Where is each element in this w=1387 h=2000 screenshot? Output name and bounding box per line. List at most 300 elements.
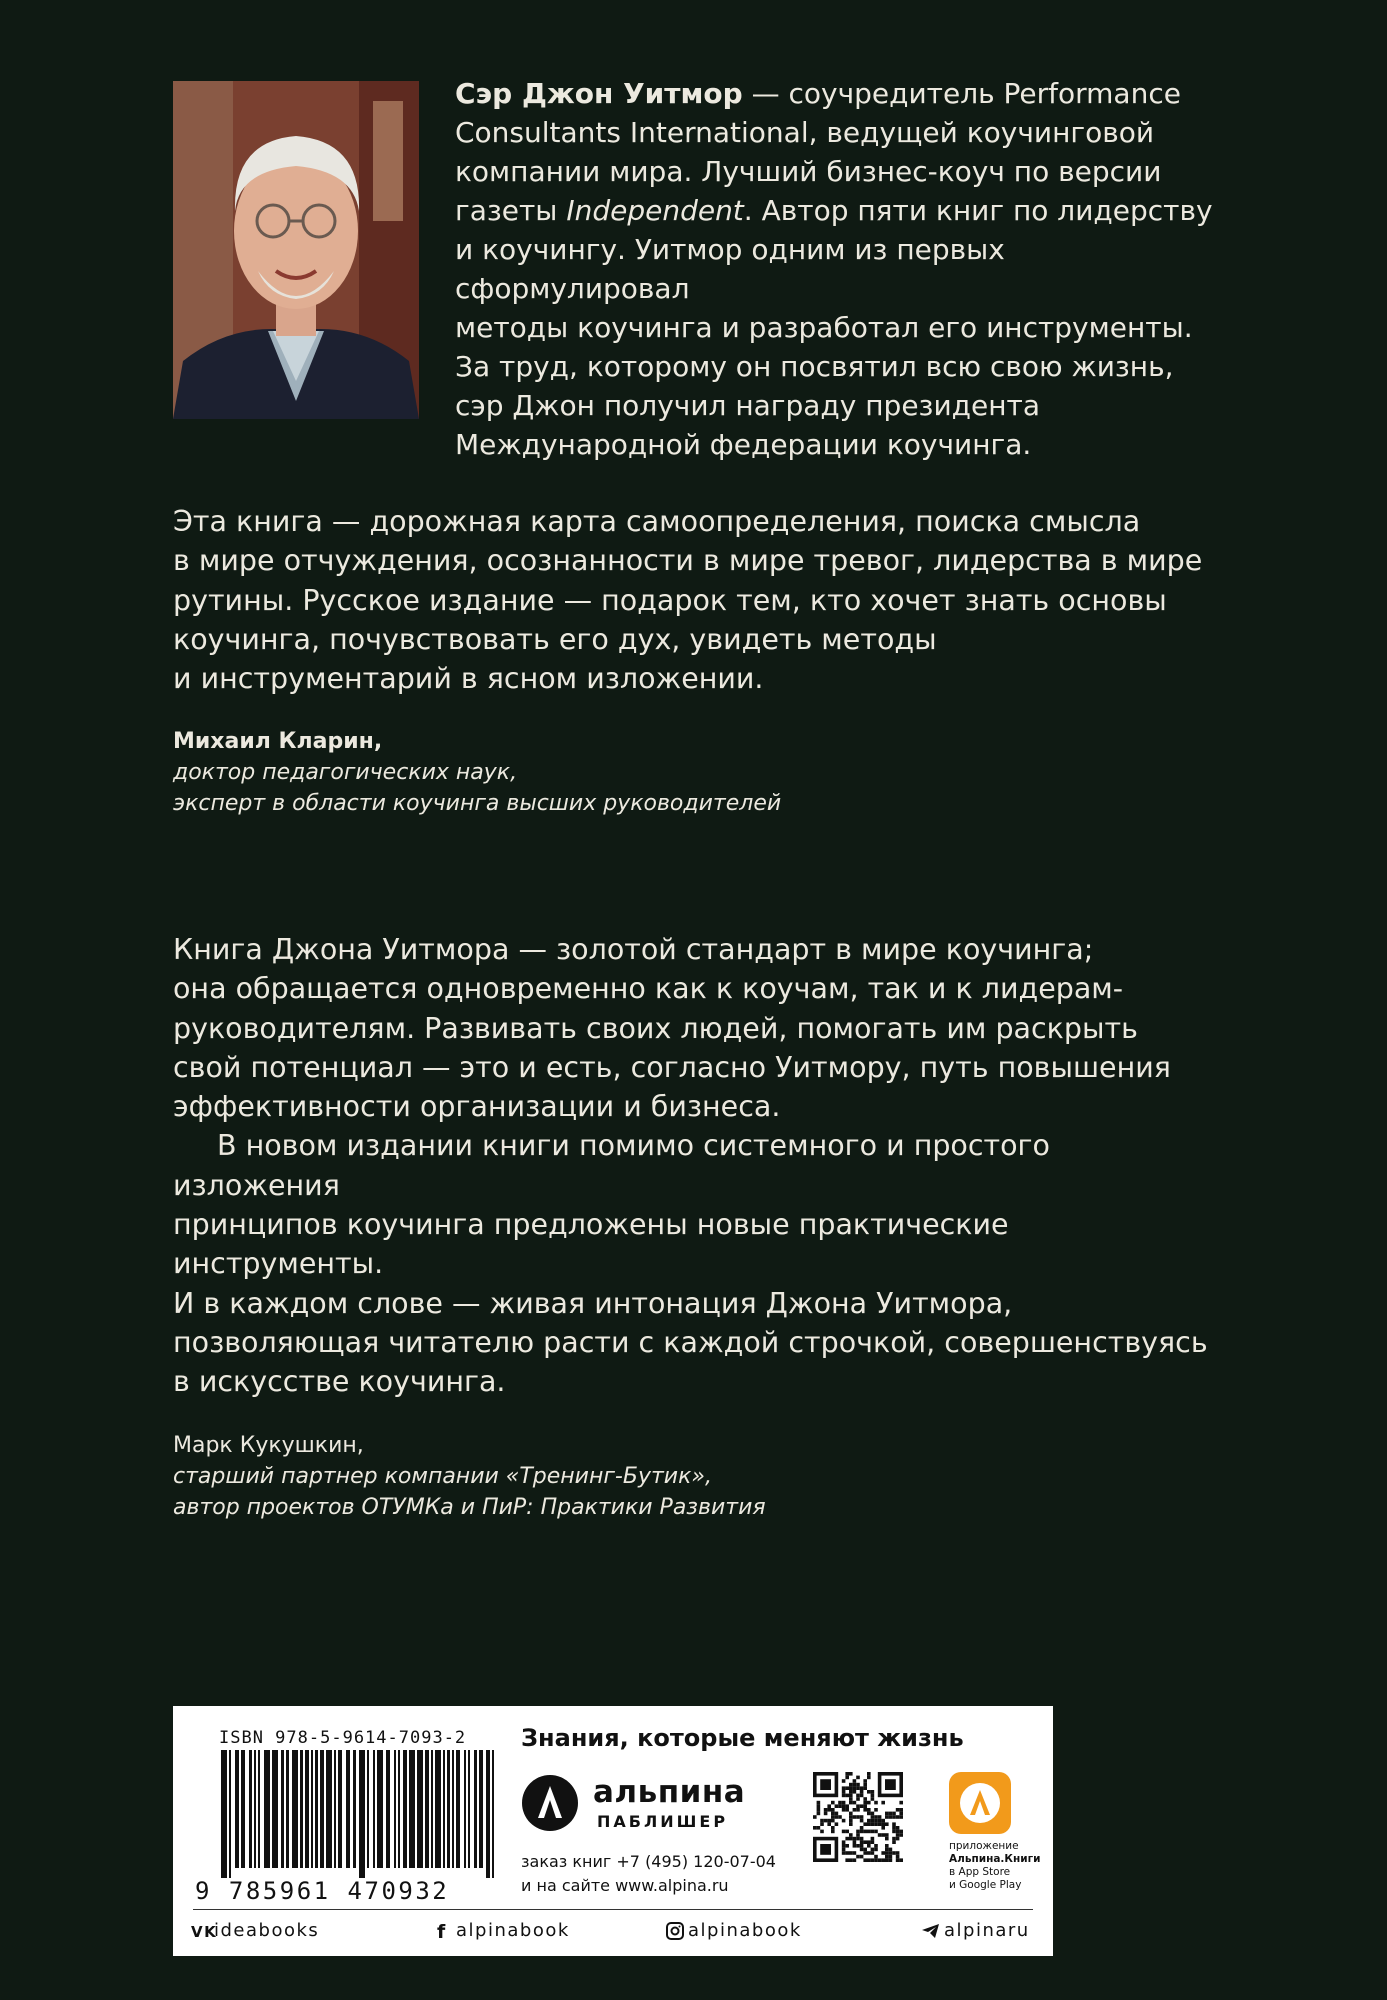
qr-module (853, 1786, 857, 1790)
qr-module (889, 1815, 893, 1819)
qr-module (885, 1844, 889, 1848)
qr-module (899, 1830, 903, 1834)
barcode-bar (447, 1750, 450, 1868)
qr-module (853, 1858, 857, 1862)
author-bio (455, 74, 1215, 464)
barcode-bar (249, 1750, 252, 1868)
isbn-barcode (195, 1728, 505, 1905)
band-divider (193, 1909, 1033, 1910)
barcode-bar (300, 1750, 303, 1868)
qr-module (860, 1819, 864, 1823)
qr-module (867, 1858, 871, 1862)
review-klarin (173, 502, 1223, 819)
qr-module (842, 1830, 846, 1834)
qr-module (831, 1815, 835, 1819)
social-facebook[interactable] (433, 1920, 570, 1941)
barcode-bar (394, 1750, 396, 1868)
review-author-role: эксперт в области коучинга высших руководителей (173, 791, 782, 817)
qr-module (860, 1804, 864, 1808)
qr-module (863, 1801, 867, 1805)
review-line: принципов коучинга предложены новые практические инструменты. (173, 1208, 1009, 1281)
barcode-bar (417, 1750, 423, 1868)
qr-module (863, 1851, 867, 1855)
qr-module (885, 1855, 889, 1859)
bio-newspaper-name: Independent (566, 194, 744, 227)
qr-module (899, 1858, 903, 1862)
qr-module (860, 1844, 864, 1848)
qr-module (849, 1858, 853, 1862)
social-instagram[interactable] (665, 1920, 802, 1941)
svg-text:VK: VK (191, 1922, 218, 1941)
qr-module (849, 1786, 853, 1790)
review-line: Эта книга — дорожная карта самоопределения, поиска смысла (173, 505, 1141, 538)
qr-module (896, 1851, 900, 1855)
qr-module (853, 1801, 857, 1805)
social-vk[interactable] (191, 1920, 319, 1941)
qr-module (899, 1808, 903, 1812)
qr-module (845, 1794, 849, 1798)
barcode-bar (443, 1750, 445, 1868)
isbn-number: ISBN 978-5-9614-7093-2 (219, 1728, 467, 1748)
qr-module (856, 1776, 860, 1780)
qr-module (849, 1851, 853, 1855)
qr-module (885, 1851, 889, 1855)
author-name: Сэр Джон Уитмор (455, 77, 743, 110)
qr-module (853, 1815, 857, 1819)
qr-module (860, 1786, 864, 1790)
qr-module (842, 1779, 846, 1783)
qr-module (838, 1801, 842, 1805)
qr-module (867, 1830, 871, 1834)
review-text (173, 930, 1223, 1126)
qr-module (867, 1812, 871, 1816)
qr-module (885, 1779, 896, 1790)
qr-module (863, 1783, 867, 1787)
qr-module (867, 1776, 871, 1780)
order-site[interactable]: и на сайте www.alpina.ru (521, 1876, 729, 1895)
qr-module (860, 1837, 864, 1841)
review-author: Михаил Кларин, (173, 729, 383, 755)
telegram-icon (921, 1921, 941, 1941)
qr-module (889, 1855, 893, 1859)
qr-module (899, 1801, 903, 1805)
qr-module (856, 1797, 860, 1801)
barcode-bar (264, 1750, 270, 1868)
qr-module (820, 1779, 831, 1790)
review-line: Книга Джона Уитмора — золотой стандарт в мире коучинга; (173, 933, 1094, 966)
qr-module (845, 1786, 849, 1790)
barcode-bar (258, 1750, 260, 1868)
qr-module (874, 1815, 878, 1819)
qr-module (827, 1804, 831, 1808)
qr-module (874, 1855, 878, 1859)
qr-module (856, 1833, 860, 1837)
qr-module (871, 1812, 875, 1816)
qr-module (881, 1819, 885, 1823)
qr-module (835, 1822, 839, 1826)
order-phone: заказ книг +7 (495) 120-07-04 (521, 1852, 776, 1871)
qr-module (853, 1837, 857, 1841)
qr-module (856, 1794, 860, 1798)
barcode-bar (305, 1750, 309, 1868)
qr-module (863, 1830, 867, 1834)
qr-module (845, 1804, 849, 1808)
qr-module (860, 1794, 864, 1798)
qr-module (856, 1830, 860, 1834)
qr-module (860, 1830, 864, 1834)
qr-module (878, 1833, 882, 1837)
barcode-bar (474, 1750, 477, 1868)
qr-module (874, 1858, 878, 1862)
bio-line: Consultants International, ведущей коучинговой (455, 116, 1155, 149)
qr-module (849, 1772, 853, 1776)
instagram-icon (665, 1921, 685, 1941)
qr-module (881, 1833, 885, 1837)
author-photo (173, 81, 419, 419)
barcode-bar (320, 1750, 324, 1868)
qr-module (871, 1830, 875, 1834)
qr-module (856, 1815, 860, 1819)
qr-module (831, 1819, 835, 1823)
social-label: ideabooks (214, 1920, 320, 1941)
facebook-icon (433, 1921, 453, 1941)
qr-module (856, 1855, 860, 1859)
barcode-bar (431, 1750, 433, 1868)
qr-module (885, 1858, 889, 1862)
qr-module (827, 1808, 831, 1812)
qr-module (845, 1830, 849, 1834)
review-line: в искусстве коучинга. (173, 1365, 506, 1399)
qr-module (899, 1812, 903, 1816)
barcode-bar (425, 1750, 429, 1868)
qr-module (856, 1837, 860, 1841)
qr-module (863, 1840, 867, 1844)
barcode-bar (403, 1750, 407, 1868)
barcode-bar (254, 1750, 256, 1868)
qr-module (867, 1844, 871, 1848)
qr-module (867, 1790, 871, 1794)
qr-module (863, 1779, 867, 1783)
qr-module (899, 1833, 903, 1837)
qr-module (856, 1844, 860, 1848)
qr-module (817, 1808, 821, 1812)
qr-module (892, 1815, 896, 1819)
qr-module (842, 1790, 846, 1794)
barcode-bar (338, 1750, 342, 1868)
qr-module (889, 1858, 893, 1862)
barcode-bar (456, 1750, 460, 1868)
qr-module (867, 1772, 871, 1776)
qr-module (871, 1848, 875, 1852)
barcode-bar (464, 1750, 466, 1868)
qr-module (874, 1808, 878, 1812)
barcode-bar (281, 1750, 284, 1868)
app-store-label: в App Store (949, 1866, 1011, 1878)
qr-module (842, 1794, 846, 1798)
qr-module (842, 1786, 846, 1790)
qr-module (827, 1822, 831, 1826)
qr-module (881, 1822, 885, 1826)
qr-module (881, 1801, 885, 1805)
barcode-bar (272, 1750, 278, 1868)
barcode-bar (398, 1750, 400, 1868)
barcode-bar (435, 1750, 441, 1868)
qr-module (860, 1848, 864, 1852)
qr-module (896, 1833, 900, 1837)
app-icon[interactable] (949, 1772, 1011, 1834)
qr-module (853, 1808, 857, 1812)
qr-module (835, 1804, 839, 1808)
review-author-role: доктор педагогических наук, (173, 760, 518, 786)
qr-module (874, 1819, 878, 1823)
qr-module (831, 1801, 835, 1805)
qr-module (838, 1804, 842, 1808)
bio-line: методы коучинга и разработал его инструменты. (455, 311, 1193, 344)
qr-module (842, 1808, 846, 1812)
barcode-bar (468, 1750, 470, 1868)
qr-module (860, 1826, 864, 1830)
qr-module (817, 1804, 821, 1808)
barcode-bar (229, 1750, 231, 1878)
qr-module (820, 1822, 824, 1826)
qr-module (842, 1801, 846, 1805)
qr-module (860, 1815, 864, 1819)
qr-module (838, 1815, 842, 1819)
qr-module (867, 1819, 871, 1823)
qr-module (813, 1815, 817, 1819)
app-name: Альпина.Книги (949, 1853, 1041, 1865)
barcode-bar (241, 1750, 245, 1868)
qr-module (881, 1826, 885, 1830)
qr-module (892, 1837, 896, 1841)
social-label: alpinabook (688, 1920, 802, 1941)
qr-module (863, 1858, 867, 1862)
qr-module (849, 1833, 853, 1837)
qr-module (849, 1837, 853, 1841)
qr-module (824, 1808, 828, 1812)
qr-module (831, 1830, 835, 1834)
qr-module (863, 1804, 867, 1808)
review-line: и инструментарий в ясном изложении. (173, 662, 764, 696)
review-text (173, 502, 1223, 698)
qr-module (878, 1815, 882, 1819)
qr-module (817, 1826, 821, 1830)
qr-module (845, 1772, 849, 1776)
qr-module (853, 1840, 857, 1844)
qr-module (831, 1808, 835, 1812)
barcode-bar (373, 1750, 375, 1868)
qr-module (849, 1790, 853, 1794)
qr-module (817, 1801, 821, 1805)
review-line: в мире отчуждения, осознанности в мире тревог, лидерства в мире (173, 544, 1203, 578)
review-text (173, 1126, 1223, 1401)
qr-module (849, 1815, 853, 1819)
qr-module (892, 1851, 896, 1855)
qr-module (842, 1804, 846, 1808)
qr-module (885, 1848, 889, 1852)
qr-module (867, 1808, 871, 1812)
qr-module (896, 1855, 900, 1859)
bio-line: сэр Джон получил награду президента (455, 389, 1041, 422)
publisher-logo[interactable] (521, 1768, 761, 1840)
qr-module (889, 1851, 893, 1855)
qr-module (867, 1801, 871, 1805)
bio-line: . Автор пяти книг по лидерству (743, 194, 1213, 227)
qr-module (896, 1808, 900, 1812)
ean-number: 9 785961 470932 (195, 1877, 450, 1905)
qr-module (889, 1812, 893, 1816)
qr-module (853, 1851, 857, 1855)
review-line: свой потенциал — это и есть, согласно Уитмору, путь повышения (173, 1050, 1171, 1084)
bio-line: и коучингу. Уитмор одним из первых сформулировал (455, 233, 1005, 305)
social-label: alpinaru (944, 1920, 1030, 1941)
review-author-role: старший партнер компании «Тренинг-Бутик», (173, 1463, 712, 1489)
bio-line: Международной федерации коучинга. (455, 428, 1032, 461)
qr-module (849, 1794, 853, 1798)
qr-module (853, 1790, 857, 1794)
bio-line: газеты (455, 194, 567, 227)
qr-module (885, 1815, 889, 1819)
qr-module (842, 1851, 846, 1855)
bio-line: За труд, которому он посвятил всю свою жизнь, (455, 350, 1174, 383)
qr-module (827, 1819, 831, 1823)
qr-module (842, 1844, 846, 1848)
barcode-bar (346, 1750, 350, 1868)
app-label: приложение (949, 1840, 1019, 1852)
review-line: И в каждом слове — живая интонация Джона Уитмора, (173, 1286, 1013, 1320)
qr-module (871, 1837, 875, 1841)
review-line: рутины. Русское издание — подарок тем, кто хочет знать основы (173, 583, 1167, 617)
qr-module (885, 1822, 889, 1826)
review-line: позволяющая читателю расти с каждой строчкой, совершенствуясь (173, 1325, 1208, 1359)
barcode (219, 1750, 497, 1878)
barcode-bar (353, 1750, 356, 1868)
qr-module (835, 1812, 839, 1816)
publisher-subname: ПАБЛИШЕР (597, 1812, 729, 1831)
qr-module (824, 1819, 828, 1823)
barcode-bar (286, 1750, 289, 1868)
qr-module (874, 1801, 878, 1805)
qr-module (845, 1858, 849, 1862)
qr-module (874, 1844, 878, 1848)
qr-module (820, 1830, 824, 1834)
social-label: alpinabook (456, 1920, 570, 1941)
qr-module (896, 1837, 900, 1841)
qr-module (860, 1840, 864, 1844)
qr-module (896, 1826, 900, 1830)
alpina-logo-icon (521, 1774, 579, 1832)
qr-module (896, 1858, 900, 1862)
qr-module (831, 1826, 835, 1830)
qr-module (845, 1776, 849, 1780)
qr-module (817, 1812, 821, 1816)
qr-module (856, 1808, 860, 1812)
review-line: эффективности организации и бизнеса. (173, 1090, 781, 1124)
barcode-bar (492, 1750, 494, 1878)
qr-module (871, 1794, 875, 1798)
qr-module (863, 1786, 867, 1790)
barcode-bar (292, 1750, 298, 1868)
qr-module (842, 1819, 846, 1823)
qr-module (885, 1837, 889, 1841)
qr-module (871, 1815, 875, 1819)
qr-code-icon[interactable] (813, 1772, 903, 1862)
qr-module (878, 1822, 882, 1826)
svg-text:f: f (437, 1920, 447, 1943)
qr-module (867, 1840, 871, 1844)
qr-module (845, 1837, 849, 1841)
qr-module (849, 1812, 853, 1816)
qr-module (842, 1840, 846, 1844)
google-play-label: и Google Play (949, 1879, 1022, 1891)
review-line: коучинга, почувствовать его дух, увидеть методы (173, 622, 937, 656)
qr-module (863, 1797, 867, 1801)
barcode-bar (315, 1750, 318, 1868)
barcode-bar (235, 1750, 239, 1868)
barcode-bar (334, 1750, 336, 1868)
qr-module (867, 1822, 871, 1826)
qr-module (892, 1830, 896, 1834)
qr-module (896, 1830, 900, 1834)
qr-module (881, 1851, 885, 1855)
qr-module (849, 1783, 853, 1787)
qr-module (824, 1812, 828, 1816)
qr-module (878, 1858, 882, 1862)
barcode-bar (359, 1750, 365, 1878)
qr-module (892, 1840, 896, 1844)
qr-module (881, 1858, 885, 1862)
barcode-bar (486, 1750, 490, 1878)
qr-module (856, 1786, 860, 1790)
bio-line: — соучредитель Performance (742, 77, 1181, 110)
qr-module (885, 1812, 889, 1816)
review-line: В новом издании книги помимо системного и простого изложения (173, 1129, 1050, 1202)
qr-module (813, 1826, 817, 1830)
barcode-bar (479, 1750, 483, 1868)
qr-module (899, 1815, 903, 1819)
barcode-bar (221, 1750, 227, 1878)
publisher-name: альпина (593, 1774, 746, 1810)
qr-module (871, 1797, 875, 1801)
qr-module (845, 1851, 849, 1855)
publisher-slogan: Знания, которые меняют жизнь (521, 1724, 964, 1752)
review-kukushkin (173, 930, 1223, 1523)
order-info (521, 1850, 776, 1898)
qr-module (892, 1822, 896, 1826)
social-telegram[interactable] (921, 1920, 1030, 1941)
qr-module (874, 1848, 878, 1852)
qr-module (853, 1783, 857, 1787)
qr-module (874, 1822, 878, 1826)
qr-module (885, 1833, 889, 1837)
qr-module (867, 1851, 871, 1855)
qr-module (849, 1822, 853, 1826)
qr-module (871, 1851, 875, 1855)
qr-module (820, 1819, 824, 1823)
qr-module (835, 1815, 839, 1819)
qr-module (849, 1819, 853, 1823)
qr-module (853, 1844, 857, 1848)
review-author: Марк Кукушкин, (173, 1432, 364, 1458)
qr-module (845, 1844, 849, 1848)
qr-module (863, 1808, 867, 1812)
qr-module (878, 1819, 882, 1823)
qr-module (849, 1801, 853, 1805)
qr-module (892, 1826, 896, 1830)
qr-module (853, 1779, 857, 1783)
qr-module (860, 1855, 864, 1859)
qr-module (820, 1844, 831, 1855)
